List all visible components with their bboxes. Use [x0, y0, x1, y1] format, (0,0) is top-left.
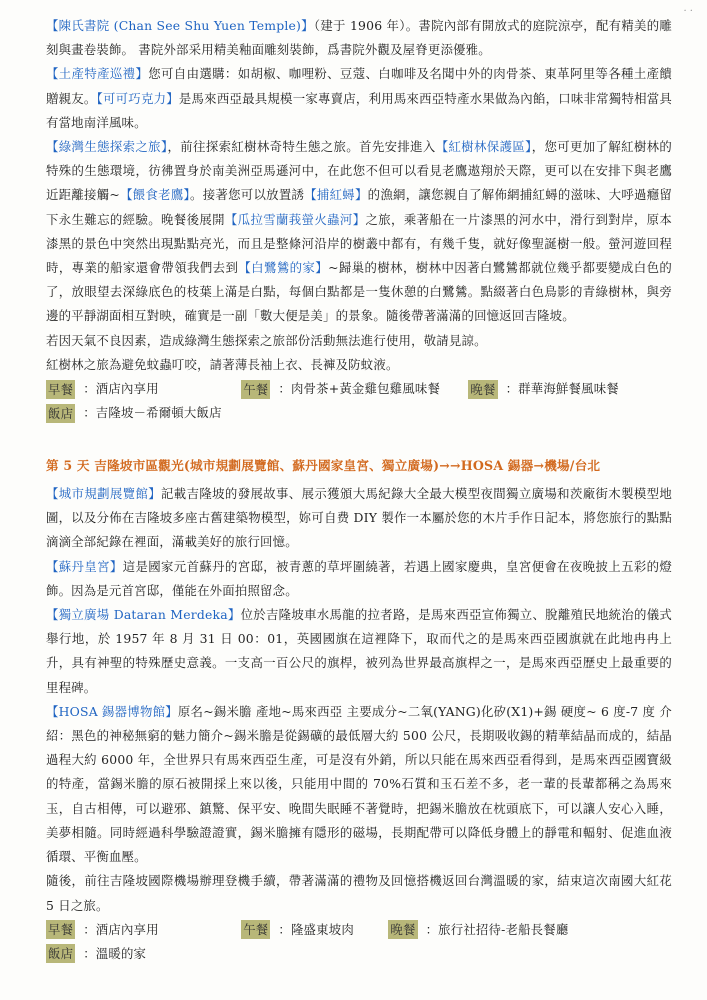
body-text: 記載吉隆坡的發展故事、展示獲頒大馬紀錄大全最大模型夜間獨立廣場和茨廠街木製模型地圖，以及分佈在吉隆坡多座古舊建築物模型，妳可自费 DIY 製作一本屬於您的木片手作日記本，將您旅行的點點滴滴全部紀錄在裡面，滿載美好的旅行回憶。 — [46, 486, 672, 550]
body-text: 的漁網，讓您親自了解佈網捕紅蟳的滋味、大呼過癮留下永生難忘的經驗。晚餐後展開 — [46, 187, 672, 227]
lunch-value: ：肉骨茶+黃金雞包雞風味餐 — [278, 380, 441, 396]
dinner-value: ：旅行社招待-老船長餐廳 — [425, 921, 569, 937]
day5-paragraph-hosa-museum — [46, 700, 672, 869]
day4-hotel-row — [46, 401, 672, 425]
highlight-term: 【獨立廣場 Dataran Merdeka】 — [46, 607, 241, 623]
day5-paragraph-merdeka-square — [46, 603, 672, 700]
breakfast-tag: 早餐 — [48, 381, 74, 397]
lunch-value: ：隆盛東坡肉 — [278, 921, 354, 937]
day4-paragraph-shopping — [46, 62, 672, 135]
highlight-term: 【捕紅蟳】 — [304, 187, 368, 203]
day5-paragraph-return: 隨後，前往吉隆坡國際機場辦理登機手續，帶著滿滿的禮物及回憶搭機返回台灣溫暖的家，結束這次南國大紅花 5 日之旅。 — [46, 873, 672, 913]
dinner-tag: 晚餐 — [470, 381, 496, 397]
highlight-term: 【紅樹林保護區】 — [435, 139, 532, 155]
breakfast-tag: 早餐 — [48, 922, 74, 938]
breakfast-value: ：酒店內享用 — [83, 921, 159, 937]
day4-paragraph-temple — [46, 14, 672, 62]
body-text: （建于 1906 年）。書院內部有開放式的庭院涼亭，配有精美的雕刻與畫卷裝飾。 書院外部采用精美釉面雕刻裝飾，爲書院外觀及屋脊更添優雅。 — [46, 18, 672, 58]
highlight-term: 【白鷺鷥的家】 — [238, 260, 329, 276]
hotel-tag: 飯店 — [48, 405, 74, 421]
day4-mosquito-note: 紅樹林之旅為避免蚊蟲叮咬，請著薄長袖上衣、長褲及防蚊液。 — [46, 356, 399, 372]
body-text: 這是國家元首蘇丹的宮邸，被青蔥的草坪圍繞著，若遇上國家慶典，皇宮便會在夜晚披上五彩的燈飾。因為是元首宮邸，僅能在外面拍照留念。 — [46, 558, 672, 598]
day5-meals-row — [46, 918, 672, 942]
day5-paragraph-palace — [46, 555, 672, 603]
scan-speck: · · — [683, 6, 693, 17]
body-text: ~歸巢的樹林，樹林中因著白鷺鷥都就位幾乎都要變成白色的了，放眼望去深綠底色的枝葉上滿是白點，每個白點都是一隻休憩的白鷺鷥。點綴著白色鳥影的青綠樹林，與旁邊的平靜湖面相互對映，確實是一副「數大便是美」的景象。隨後帶著滿滿的回憶返回吉隆坡。 — [46, 260, 672, 324]
breakfast-value: ：酒店內享用 — [83, 380, 159, 396]
hotel-value: ：吉隆坡－希爾頓大飯店 — [83, 404, 222, 420]
body-text: 位於吉隆坡車水馬龍的拉者路，是馬來西亞宣佈獨立、脫離殖民地統治的儀式舉行地，於 1957 年 8 月 31 日 00：01，英國國旗在這裡降下，取而代之的是馬來西亞國旗就在此地冉冉上升，具有神聖的特殊歷史意義。一支高一百公尺的旗桿，被列為世界最高旗桿之一，是馬來西亞歷史上最重要的里程碑。 — [46, 607, 672, 695]
highlight-term: 【蘇丹皇宮】 — [46, 558, 123, 574]
day4-paragraph-eco-tour — [46, 135, 672, 329]
day4-weather-note: 若因天氣不良因素，造成綠灣生態探索之旅部份活動無法進行使用，敬請見諒。 — [46, 332, 487, 348]
hotel-value: ：溫暖的家 — [83, 945, 147, 961]
lunch-tag: 午餐 — [243, 922, 269, 938]
highlight-term: 【陳氏書院 (Chan See Shu Yuen Temple)】 — [46, 18, 314, 33]
highlight-term: 【城市規劃展覽館】 — [46, 486, 162, 502]
day5-paragraph-planning-gallery — [46, 482, 672, 555]
highlight-term: 【綠灣生態探索之旅】 — [46, 139, 168, 155]
highlight-term: 【可可巧克力】 — [96, 90, 179, 106]
highlight-term: 【餵食老鷹】 — [120, 187, 191, 203]
highlight-term: 【HOSA 錫器博物館】 — [46, 703, 178, 719]
day5-heading: 第 5 天 吉隆坡市區觀光(城市規劃展覽館、蘇丹國家皇宮、獨立廣場)→→HOSA 錫器→機場/台北 — [46, 458, 601, 474]
day5-hotel-row — [46, 942, 672, 966]
body-text: ，前往探索紅樹林奇特生態之旅。首先安排進入 — [167, 139, 436, 155]
dinner-tag: 晚餐 — [390, 922, 416, 938]
hotel-tag: 飯店 — [48, 946, 74, 962]
itinerary-page — [46, 14, 672, 966]
dinner-value: ：群華海鮮餐風味餐 — [505, 380, 619, 396]
body-text: 是馬來西亞最具規模一家專賣店，利用馬來西亞特產水果做為內餡，口味非常獨特相當具有當地南洋風味。 — [46, 90, 672, 130]
body-text: 之旅，乘著船在一片漆黑的河水中，滑行到對岸，原本漆黑的景色中突然出現點點亮光，而且是整條河沿岸的樹叢中都有，有幾千隻，就好像聖誕樹一般。螢河遊回程時，專業的船家還會帶領我們去到 — [46, 211, 672, 276]
lunch-tag: 午餐 — [243, 381, 269, 397]
body-text: 。接著您可以放置誘 — [190, 187, 305, 203]
highlight-term: 【瓜拉雪蘭莪螢火蟲河】 — [224, 211, 366, 227]
day4-meals-row — [46, 377, 672, 401]
body-text: 原名~錫米膽 產地~馬來西亞 主要成分~二氧(YANG)化矽(X1)+錫 硬度~ 6 度-7 度 介紹：黑色的神秘無窮的魅力簡介~錫米膽是從錫礦的最低層大約 500 公尺，長期吸收錫的精華結晶而成的，結晶過程大約 6000 年，全世界只有馬來西亞生產，可是沒有外銷，所以只能在馬來西亞看得到，是馬來西亞國寶級的特產，當錫米膽的原石被開採上來以後，只能用中間的 70%石質和玉石差不多，老一輩的長輩都稱之為馬來玉，自古相傳，可以避邪、鎮驚、保平安、晚間失眠睡不著覺時，把錫米膽放在枕頭底下，可以讓人安心入睡，美夢相隨。同時經過科學驗證證實，錫米膽擁有隱形的磁場，長期配帶可以降低身體上的靜電和輻射、促進血液循環、平衡血壓。 — [46, 703, 672, 865]
highlight-term: 【土產特產巡禮】 — [46, 66, 149, 82]
body-text: 您可自由選購：如胡椒、咖哩粉、豆蔻、白咖啡及名聞中外的肉骨茶、東革阿里等各種土產饋贈親友。 — [46, 66, 672, 106]
body-text: ，您可更加了解紅樹林的特殊的生態環境，彷彿置身於南美洲亞馬遜河中，在此您不但可以看見老鷹遨翔於天際，更可以在安排下與老鷹近距離接觸~ — [46, 139, 672, 203]
